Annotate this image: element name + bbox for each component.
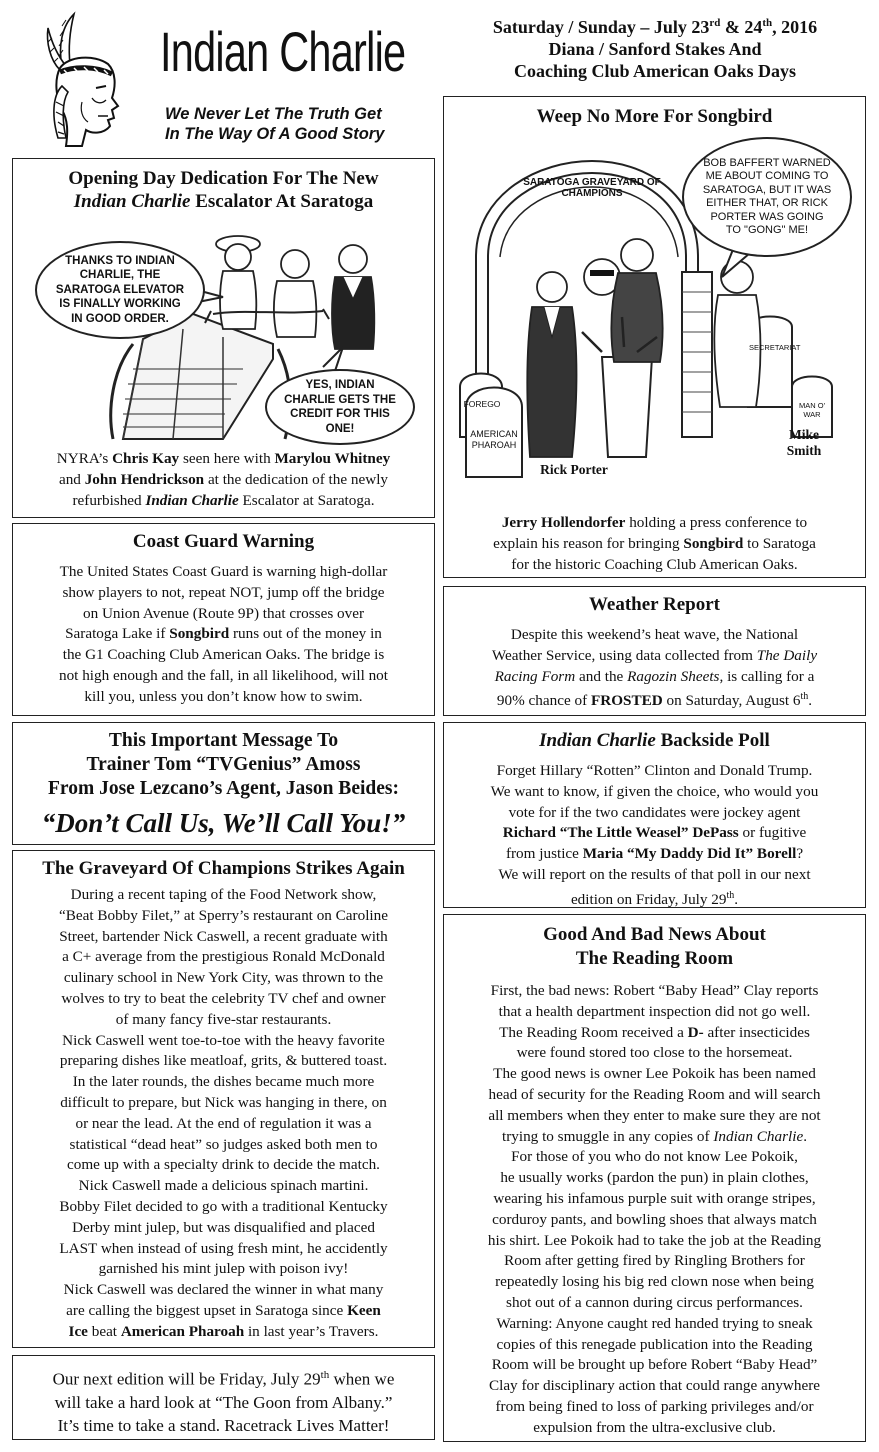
graveyard-body: During a recent taping of the Food Network show, “Beat Bobby Filet,” at Sperry’s restaurant on Caroline Street, bartender Nick Caswell, a recent graduate with a C+ average from the prestigious Ronald McDonald culinary school in New York City, was thrown to the wolves to try to beat the celebrity TV chef and owner of many fancy five-star restaurants. Nick Caswell went toe-to-toe with the heavy favorite preparing dishes like meatloaf, grits, & buttered toast. In the later rounds, the dishes became much more difficult to prepare, but Nick was hanging in there, on or near the lead. At the end of regulation it was a statistical “dead heat” so judges asked both men to come up with a specialty drink to decide the match. Nick Caswell made a delicious spinach martini. Bobby Filet decided to go with a traditional Kentucky Derby mint julep, but was disqualified and placed LAST when instead of using fresh mint, he accidently garnished his mint julep with poison ivy! Nick Caswell was declared the winner in what many are calling the biggest upset in Saratoga since Keen Ice beat American Pharoah in last year’s Travers. (59, 886, 388, 1340)
masthead-tagline (165, 104, 384, 144)
next-edition-notice (12, 1355, 435, 1440)
weather-body: Despite this weekend’s heat wave, the National Weather Service, using data collected from The Daily Racing Form and the Ragozin Sheets, is calling for a 90% chance of FROSTED on Saturday, August 6th. (491, 626, 818, 710)
weather-headline: Weather Report (588, 594, 721, 615)
poll-article (443, 722, 866, 908)
coast-guard-article (12, 523, 435, 716)
escalator-caption: NYRA’s Chris Kay seen here with Marylou Whitney and John Hendrickson at the dedication of the newly refurbished Indian Charlie Escalator at Saratoga. (56, 450, 391, 509)
masthead-title: Indian Charlie (160, 20, 406, 83)
speech-bubble-right: YES, INDIAN CHARLIE GETS THE CREDIT FOR THIS ONE! (265, 369, 415, 445)
tagline-line-2: In The Way Of A Good Story (165, 125, 385, 143)
tombstone-secretariat: SECRETARIAT (749, 343, 801, 352)
tombstone-american-pharoah: AMERICAN PHAROAH (470, 429, 518, 450)
coast-guard-headline: Coast Guard Warning (132, 531, 315, 552)
arch-sign: SARATOGA GRAVEYARD OF CHAMPIONS (523, 177, 661, 199)
escalator-headline: Opening Day Dedication For The New Indian Charlie Escalator At Saratoga (68, 168, 379, 212)
issue-date-block (440, 12, 870, 82)
tombstone-forego: FOREGO (463, 399, 501, 409)
tagline-line-1: We Never Let The Truth Get (165, 105, 382, 123)
speech-bubble-left: THANKS TO INDIAN CHARLIE, THE SARATOGA ELEVATOR IS FINALLY WORKING IN GOOD ORDER. (35, 241, 205, 339)
issue-events-line-2: Coaching Club American Oaks Days (513, 61, 797, 81)
speech-bubble-songbird: BOB BAFFERT WARNED ME ABOUT COMING TO SARATOGA, BUT IT WAS EITHER THAT, OR RICK PORTER WAS GOING TO "GONG" ME! (682, 137, 852, 257)
escalator-article (12, 158, 435, 518)
weather-article (443, 586, 866, 716)
message-quote: “Don’t Call Us, We’ll Call You!” (41, 808, 406, 838)
tombstone-man-o-war: MAN O' WAR (798, 401, 825, 419)
escalator-cartoon (23, 219, 423, 449)
issue-date-line: Saturday / Sunday – July 23rd & 24th, 2016 (492, 17, 818, 37)
issue-events-line-1: Diana / Sanford Stakes And (548, 39, 762, 59)
next-edition-line-2: will take a hard look at “The Goon from Albany.” (54, 1392, 393, 1412)
reading-room-headline: Good And Bad News About The Reading Room (543, 924, 766, 969)
masthead-logo (12, 6, 152, 154)
label-mike-smith: Mike Smith (786, 427, 822, 458)
next-edition-line-1: Our next edition will be Friday, July 29th when we (52, 1369, 395, 1389)
graveyard-article (12, 850, 435, 1348)
poll-headline: Indian Charlie Backside Poll (539, 730, 770, 751)
reading-room-body: First, the bad news: Robert “Baby Head” Clay reports that a health department inspection did not go well. The Reading Room received a D- after insecticides were found stored too close to the horsemeat. The good news is owner Lee Pokoik has been named head of security for the Reading Room and will search all members when they enter to make sure they are not trying to smuggle in any copies of Indian Charlie. For those of you who do not know Lee Pokoik, he usually works (pardon the pun) in plain clothes, wearing his infamous purple suit with orange stripes, corduroy pants, and bowling shoes that always match his shirt. Lee Pokoik had to take the job at the Reading Room after getting fired by Ringling Brothers for repeatedly losing his big red clown nose when being shot out of a cannon during circus performances. Warning: Anyone caught red handed trying to sneak copies of this renegade publication into the Reading Room will be brought up before Robert “Baby Head” Clay for disciplinary action that could range anywhere from being fined to loss of parking privileges and/or expulsion from the ultra-exclusive club. (487, 982, 822, 1436)
graveyard-headline: The Graveyard Of Champions Strikes Again (42, 858, 405, 879)
songbird-article (443, 96, 866, 578)
songbird-caption: Jerry Hollendorfer holding a press conference to explain his reason for bringing Songbird to Saratoga for the historic Coaching Club American Oaks. (493, 514, 816, 573)
chief-head-icon (12, 6, 152, 154)
reading-room-article (443, 914, 866, 1442)
next-edition-line-3: It’s time to take a stand. Racetrack Lives Matter! (57, 1415, 390, 1435)
songbird-headline: Weep No More For Songbird (536, 106, 773, 127)
poll-body: Forget Hillary “Rotten” Clinton and Donald Trump. We want to know, if given the choice, who would you vote for if the two candidates were jockey agent Richard “The Little Weasel” DePass or fugitive from justice Maria “My Daddy Did It” Borell? We will report on the results of that poll in our next edition on Friday, July 29th. (490, 762, 819, 908)
message-article (12, 722, 435, 845)
coast-guard-body: The United States Coast Guard is warning high-dollar show players to not, repeat NOT, jump off the bridge on Union Avenue (Route 9P) that crosses over Saratoga Lake if Songbird runs out of the money in the G1 Coaching Club American Oaks. The bridge is not high enough and the fall, in all likelihood, will not kill you, unless you don’t know how to swim. (58, 563, 388, 705)
label-rick-porter: Rick Porter (540, 462, 608, 477)
message-headline: This Important Message To Trainer Tom “TVGenius” Amoss From Jose Lezcano’s Agent, Jason Beides: (48, 730, 399, 799)
